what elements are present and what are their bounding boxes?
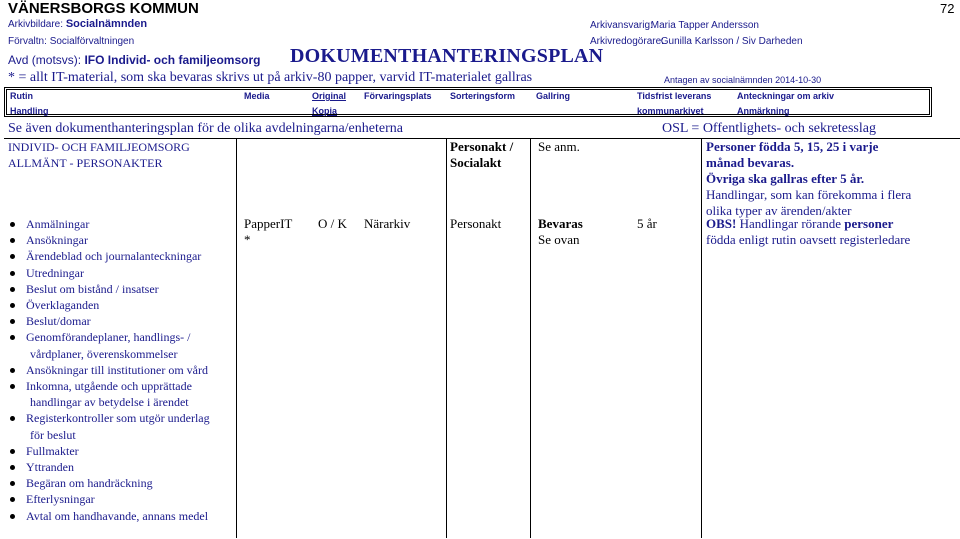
sort-heading-line-1: Personakt / [450,139,514,154]
col-kopia-label: Kopia [312,106,338,116]
unit-line-1: INDIVID- OCH FAMILJEOMSORG [8,140,190,154]
arkivansvarig-value: Maria Tapper Andersson [650,20,759,31]
col-anmarkning-label: Anmärkning [737,106,790,116]
list-item: Ansökningar till institutioner om vård [8,362,210,378]
kommun-name: VÄNERSBORGS KOMMUN [8,0,199,17]
gallring-line-2: Se ovan [538,232,580,247]
document-title: DOKUMENTHANTERINGSPLAN [290,45,604,67]
col-original [312,89,346,119]
retention-note-line-5: olika typer av ärenden/akter [706,203,852,218]
gallring-line-1: Bevaras [538,216,583,231]
list-item: Fullmakter [8,443,210,459]
media-line-1: PapperIT [244,216,293,231]
list-item: Överklaganden [8,297,210,313]
list-item: handlingar av betydelse i ärendet [30,395,189,410]
retention-note-line-1: Personer födda 5, 15, 25 i varje [706,139,879,154]
list-item: Yttranden [8,459,210,475]
arkivbildare-label: Arkivbildare: [8,19,64,30]
list-item: Registerkontroller som utgör underlag [8,410,210,426]
col-rutin-label: Rutin [10,91,33,101]
sorteringsform-cell: Personakt [450,216,502,231]
obs-note [706,216,910,248]
gallring-cell [538,216,583,248]
col-anteckningar-label: Anteckningar om arkiv [737,91,835,101]
avdelning [8,53,260,67]
media-line-2: * [244,232,251,247]
obs-note-line-1 [706,216,910,232]
media-cell [244,216,292,248]
list-item: Avtal om handhavande, annans medel [8,508,210,524]
it-material-rule: * = allt IT-material, som ska bevaras skrivs ut på arkiv-80 papper, varvid IT-materialet gallras [8,70,533,85]
col-handling-label: Handling [10,106,49,116]
retention-note-line-3: Övriga ska gallras efter 5 år. [706,171,865,186]
adopted-date: Antagen av socialnämnden 2014-10-30 [664,75,822,85]
retention-note-line-4: Handlingar, som kan förekomma i flera [706,187,912,202]
col-tidsfrist [637,89,711,119]
forvaltning [8,36,134,47]
arkivansvarig-label: Arkivansvarig: [590,20,653,31]
col-kommunarkivet-label: kommunarkivet [637,106,704,116]
col-original-label: Original [312,91,347,101]
retention-note-line-2: månad bevaras. [706,155,795,170]
list-item: Genomförandeplaner, handlings- / [8,329,210,345]
arkivansvarig [590,20,759,31]
obs-label: OBS! [706,216,737,231]
avd-label: Avd (motsvs): [8,53,82,67]
grid-line [236,138,237,538]
arkivredogorare [590,36,803,47]
list-item: för beslut [30,427,76,442]
arkivbildare [8,18,147,30]
list-item: Ärendeblad och journalanteckningar [8,248,210,264]
osl-heading: OSL = Offentlighets- och sekretesslag [662,121,876,136]
arkivredogorare-value: Gunilla Karlsson / Siv Darheden [660,36,803,47]
gallring-see-note: Se anm. [538,139,580,154]
list-item: Ansökningar [8,232,210,248]
unit-line-2: ALLMÄNT - PERSONAKTER [8,156,163,170]
list-item: Beslut/domar [8,313,210,329]
list-item: Utredningar [8,265,210,281]
original-cell: O / K [318,216,347,231]
col-anteckningar [737,89,834,119]
col-sorteringsform: Sorteringsform [450,91,516,101]
page-number: 72 [940,1,955,16]
arkivredogorare-label: Arkivredogörare: [590,36,664,47]
list-item: Efterlysningar [8,491,210,507]
obs-text-1: Handlingar rörande [736,216,845,231]
grid-line [701,138,702,538]
avd-value: IFO Individ- och familjeomsorg [84,53,261,67]
list-item: Inkomna, utgående och upprättade [8,378,210,394]
list-item: Anmälningar [8,216,210,232]
forvaringsplats-cell: Närarkiv [364,216,411,231]
sort-heading [450,139,513,171]
col-tidsfrist-label: Tidsfrist leverans [637,91,712,101]
obs-bold-2: personer [844,216,894,231]
arkivbildare-value: Socialnämnden [65,18,148,30]
forvaltn-value: Socialförvaltningen [49,36,135,47]
forvaltn-label: Förvaltn: [8,36,47,47]
col-forvaringsplats: Förvaringsplats [364,91,432,101]
list-item: Begäran om handräckning [8,475,210,491]
sort-heading-line-2: Socialakt [450,155,502,170]
retention-note [706,139,911,219]
document-list [8,216,210,524]
unit-heading [8,139,190,171]
list-item: Beslut om bistånd / insatser [8,281,210,297]
col-media: Media [244,91,270,101]
col-rutin [10,89,49,119]
tidsfrist-cell: 5 år [637,216,657,231]
col-gallring: Gallring [536,91,571,101]
obs-note-line-2: födda enligt rutin oavsett registerledare [706,232,911,247]
see-also-heading: Se även dokumenthanteringsplan för de olika avdelningarna/enheterna [8,121,403,136]
list-item: vårdplaner, överenskommelser [30,346,178,361]
grid-line [446,138,447,538]
grid-line [530,138,531,538]
